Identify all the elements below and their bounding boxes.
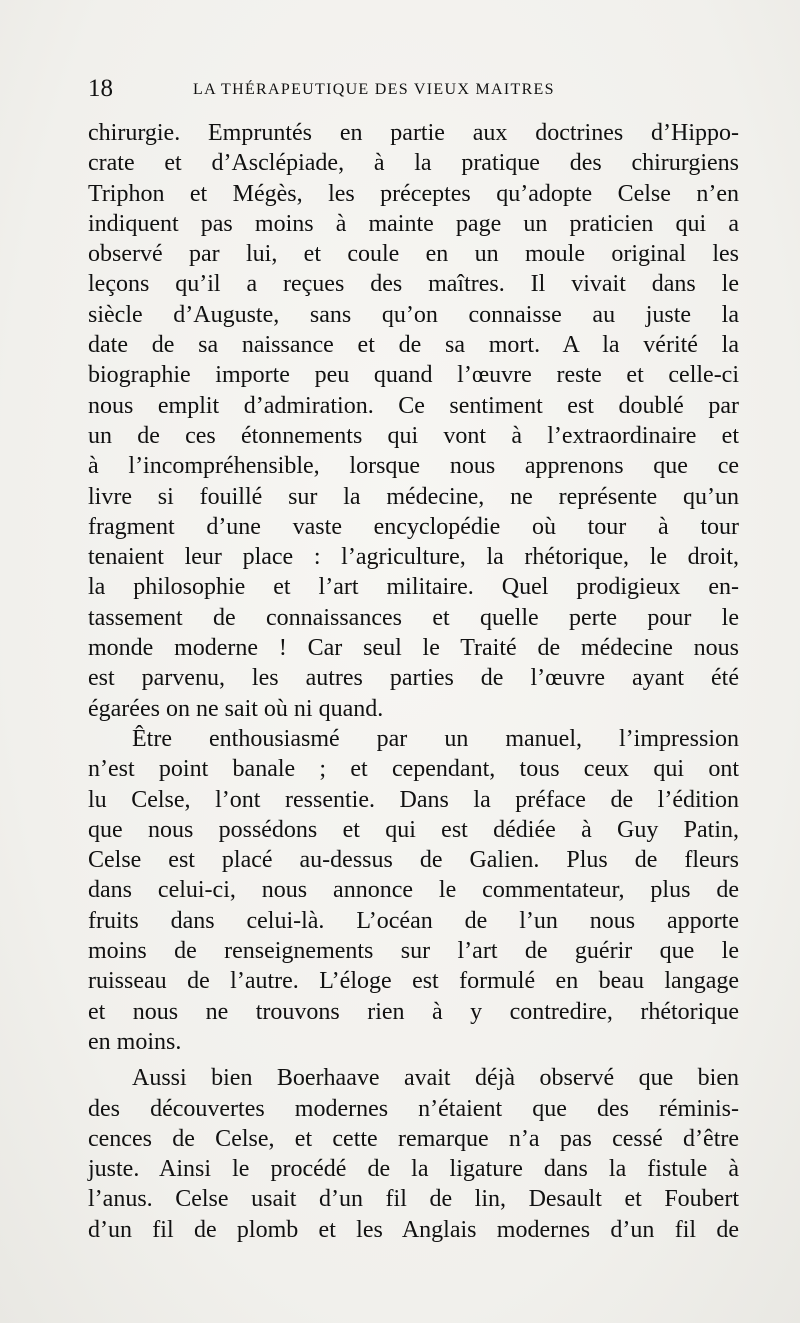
- text-line: monde moderne ! Car seul le Traité de médecine nous: [88, 635, 739, 662]
- text-line: lu Celse, l’ont ressentie. Dans la préface de l’édition: [88, 786, 739, 813]
- text-line: observé par lui, et coule en un moule original les: [88, 241, 739, 268]
- text-line: moins de renseignements sur l’art de guérir que le: [88, 938, 739, 965]
- text-line: en moins.: [88, 1028, 182, 1055]
- text-line: tassement de connaissances et quelle perte pour le: [88, 604, 739, 631]
- text-line: Triphon et Mégès, les préceptes qu’adopte Celse n’en: [88, 180, 739, 207]
- text-line: chirurgie. Empruntés en partie aux doctrines d’Hippo-: [88, 120, 739, 146]
- text-line: crate et d’Asclépiade, à la pratique des chirurgiens: [88, 150, 739, 177]
- text-line: des découvertes modernes n’étaient que des réminis-: [88, 1095, 739, 1122]
- text-line: égarées on ne sait où ni quand.: [88, 695, 384, 722]
- text-line: nous emplit d’admiration. Ce sentiment est doublé par: [88, 392, 739, 419]
- text-line: ruisseau de l’autre. L’éloge est formulé en beau langage: [88, 968, 739, 995]
- paragraph: [88, 1063, 739, 1245]
- text-line: siècle d’Auguste, sans qu’on connaisse au juste la: [88, 301, 739, 328]
- text-line: date de sa naissance et de sa mort. A la vérité la: [88, 332, 739, 359]
- text-line: la philosophie et l’art militaire. Quel prodigieux en-: [88, 574, 739, 601]
- text-line: Celse est placé au-dessus de Galien. Plus de fleurs: [88, 847, 739, 874]
- text-line: n’est point banale ; et cependant, tous ceux qui ont: [88, 756, 739, 783]
- text-line: est parvenu, les autres parties de l’œuvre ayant été: [88, 665, 739, 692]
- text-line: fruits dans celui-là. L’océan de l’un nous apporte: [88, 907, 739, 934]
- text-line: d’un fil de plomb et les Anglais modernes d’un fil de: [88, 1216, 739, 1243]
- text-line: leçons qu’il a reçues des maîtres. Il vivait dans le: [88, 271, 739, 298]
- text-line: indiquent pas moins à mainte page un praticien qui a: [88, 210, 739, 237]
- text-line: livre si fouillé sur la médecine, ne représente qu’un: [88, 483, 739, 510]
- body-text: [88, 118, 739, 1245]
- text-line: un de ces étonnements qui vont à l’extraordinaire et: [88, 422, 739, 449]
- page-header: [88, 74, 712, 104]
- paragraph: [88, 118, 739, 724]
- text-line: juste. Ainsi le procédé de la ligature dans la fistule à: [88, 1156, 739, 1183]
- page-number: 18: [88, 75, 113, 102]
- text-line: biographie importe peu quand l’œuvre reste et celle-ci: [88, 362, 739, 389]
- text-line: Aussi bien Boerhaave avait déjà observé que bien: [132, 1065, 739, 1092]
- text-line: et nous ne trouvons rien à y contredire, rhétorique: [88, 998, 739, 1025]
- text-line: fragment d’une vaste encyclopédie où tour à tour: [88, 513, 739, 540]
- text-line: à l’incompréhensible, lorsque nous apprenons que ce: [88, 453, 739, 480]
- text-line: que nous possédons et qui est dédiée à Guy Patin,: [88, 816, 739, 843]
- text-line: dans celui-ci, nous annonce le commentateur, plus de: [88, 877, 739, 904]
- text-line: cences de Celse, et cette remarque n’a pas cessé d’être: [88, 1125, 739, 1152]
- text-line: l’anus. Celse usait d’un fil de lin, Desault et Foubert: [88, 1186, 739, 1213]
- running-title: LA THÉRAPEUTIQUE DES VIEUX MAITRES: [193, 81, 555, 98]
- paragraph: [88, 724, 739, 1057]
- text-line: Être enthousiasmé par un manuel, l’impression: [132, 725, 739, 752]
- text-line: tenaient leur place : l’agriculture, la rhétorique, le droit,: [88, 544, 739, 571]
